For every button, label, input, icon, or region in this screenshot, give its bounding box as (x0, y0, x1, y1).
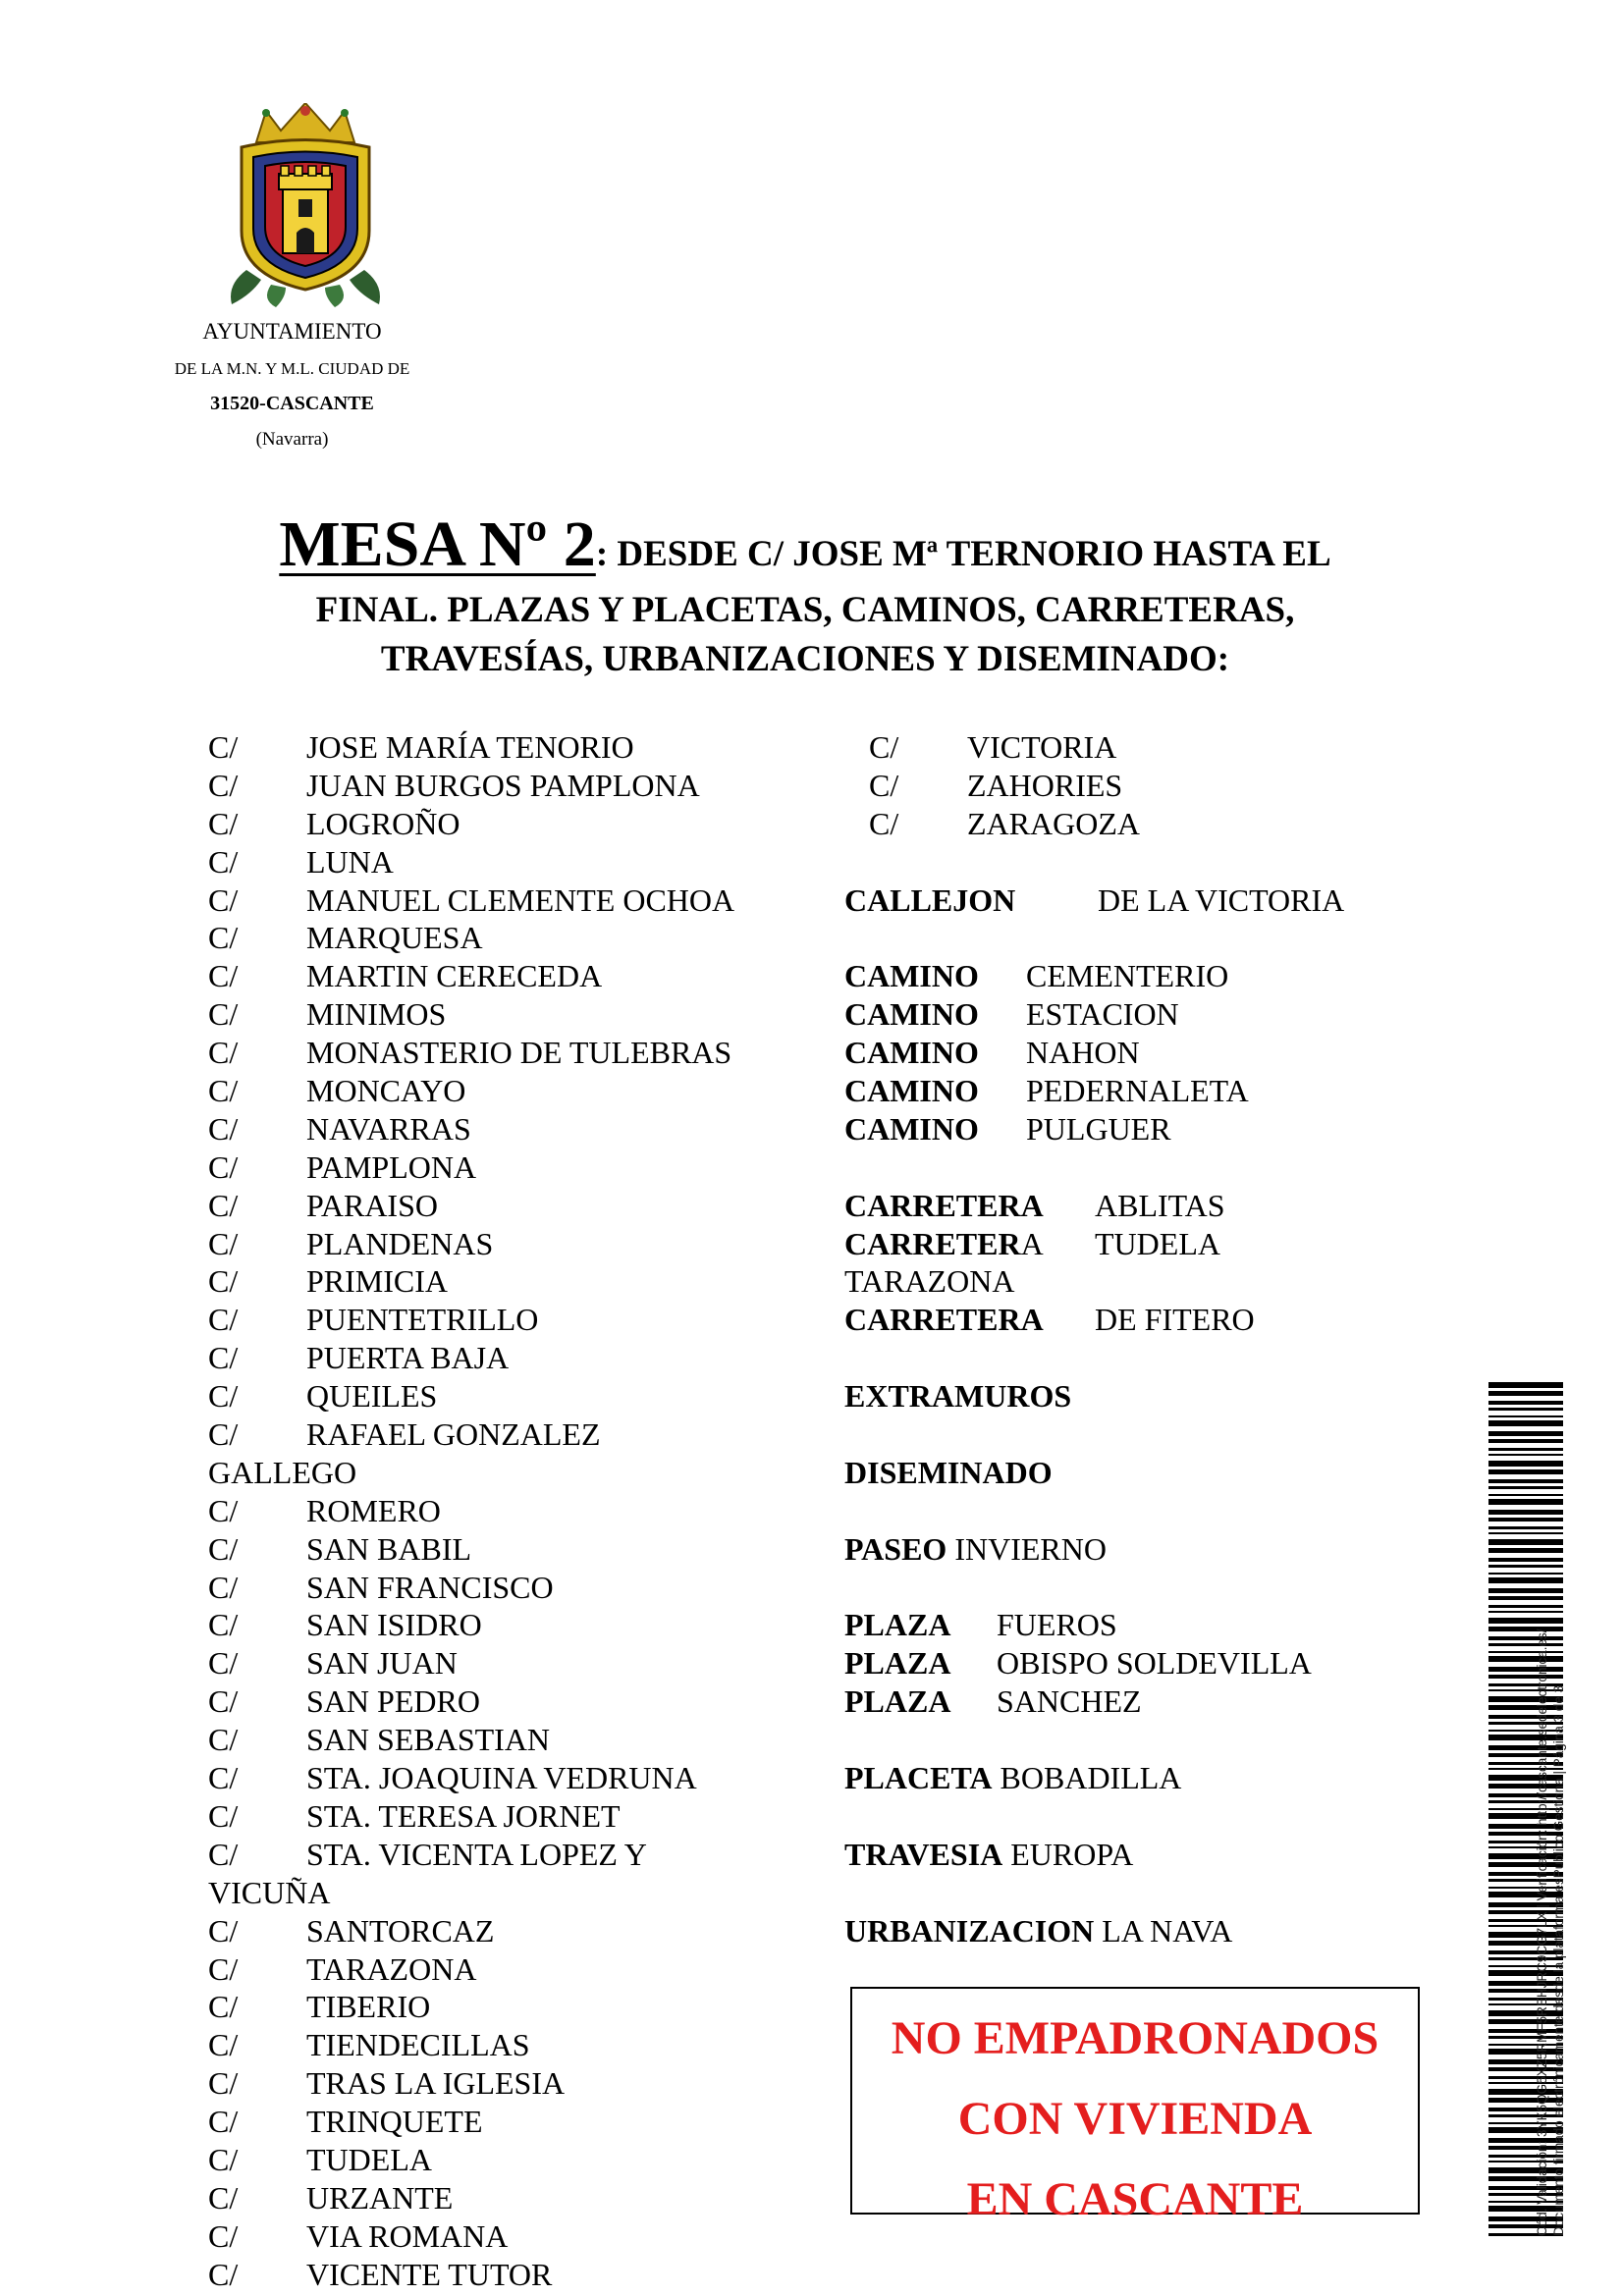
page-title (196, 508, 1414, 684)
list-item: C/ STA. VICENTA LOPEZ Y (208, 1836, 647, 1872)
list-item: CARRETERA ABLITAS (844, 1187, 1225, 1223)
list-item: C/ SAN SEBASTIAN (208, 1722, 551, 1758)
list-item: C/ MONCAYO (208, 1073, 466, 1109)
list-item: C/ NAVARRAS (208, 1110, 471, 1147)
notice-line2: CON VIVIENDA (957, 2093, 1313, 2145)
list-item: C/ TARAZONA (208, 1950, 477, 1987)
list-item: CAMINO PULGUER (844, 1110, 1171, 1147)
list-item: C/ QUEILES (208, 1378, 438, 1415)
org-postal-city: 31520-CASCANTE (210, 393, 374, 414)
list-item: C/ JOSE MARÍA TENORIO (208, 729, 634, 765)
notice-box (850, 1987, 1420, 2225)
list-item: TARAZONA (844, 1263, 1015, 1300)
list-item: C/ MINIMOS (208, 996, 447, 1033)
list-item: C/ PAMPLONA (208, 1148, 477, 1185)
list-item: C/ MARTIN CERECEDA (208, 958, 603, 994)
coat-of-arms-logo (222, 103, 389, 309)
right-street-list (844, 728, 1448, 1950)
list-item: C/ MANUEL CLEMENTE OCHOA (208, 881, 735, 918)
list-item: C/ ZARAGOZA (869, 805, 1140, 841)
list-item: C/ PUERTA BAJA (208, 1340, 510, 1376)
list-item: C/ SAN JUAN (208, 1645, 458, 1682)
list-item: CAMINO NAHON (844, 1035, 1140, 1071)
list-item: C/ TUDELA (208, 2141, 432, 2177)
list-item: C/ MARQUESA (208, 920, 483, 956)
list-item: C/ PLANDENAS (208, 1225, 494, 1261)
title-line3: TRAVESÍAS, URBANIZACIONES Y DISEMINADO: (380, 639, 1230, 679)
title-mesa: MESA Nº 2 (279, 508, 596, 580)
notice-line1: NO EMPADRONADOS (891, 2012, 1380, 2064)
list-item: C/ SAN FRANCISCO (208, 1569, 554, 1605)
left-street-list (208, 728, 817, 2294)
list-item: C/ JUAN BURGOS PAMPLONA (208, 767, 700, 803)
list-item: CAMINO CEMENTERIO (844, 958, 1229, 994)
list-item: C/ ROMERO (208, 1492, 441, 1528)
list-item: C/ STA. JOAQUINA VEDRUNA (208, 1760, 697, 1796)
list-item: C/ VIA ROMANA (208, 2217, 509, 2254)
list-item: C/ TIENDECILLAS (208, 2027, 530, 2063)
list-item: C/ VICTORIA (869, 729, 1117, 765)
list-item: VICUÑA (208, 1874, 331, 1910)
signature-note: Documento firmado electrónicamente desde la plataforma esPublico Gestiona | Página 3 de 3 (1551, 1684, 1566, 2236)
list-item: C/ ZAHORIES (869, 767, 1123, 803)
list-item: C/ LOGROÑO (208, 805, 460, 841)
title-line2: FINAL. PLAZAS Y PLACETAS, CAMINOS, CARRETERAS, (315, 590, 1295, 630)
list-item: C/ URZANTE (208, 2179, 454, 2216)
list-item: TRAVESIA EUROPA (844, 1836, 1134, 1872)
list-item: C/ TRINQUETE (208, 2104, 483, 2140)
list-item: C/ SANTORCAZ (208, 1912, 495, 1949)
list-item: C/ STA. TERESA JORNET (208, 1797, 621, 1834)
list-item: PLAZA OBISPO SOLDEVILLA (844, 1645, 1312, 1682)
org-region: (Navarra) (255, 429, 329, 450)
list-item: DISEMINADO (844, 1454, 1053, 1490)
list-item: C/ TIBERIO (208, 1989, 431, 2025)
list-item: GALLEGO (208, 1454, 357, 1490)
notice-line3: EN CASCANTE (966, 2173, 1304, 2225)
list-item: C/ SAN ISIDRO (208, 1607, 482, 1643)
list-item: PASEO INVIERNO (844, 1530, 1107, 1567)
list-item: C/ VICENTE TUTOR (208, 2256, 553, 2292)
list-item: EXTRAMUROS (844, 1378, 1072, 1415)
list-item: C/ MONASTERIO DE TULEBRAS (208, 1035, 732, 1071)
list-item: CAMINO ESTACION (844, 996, 1179, 1033)
list-item: URBANIZACION LA NAVA (844, 1912, 1233, 1949)
list-item: C/ TRAS LA IGLESIA (208, 2065, 566, 2102)
list-item: PLAZA FUEROS (844, 1607, 1117, 1643)
title-line1: : DESDE C/ JOSE Mª TERNORIO HASTA EL (595, 534, 1331, 574)
list-item: CAMINO PEDERNALETA (844, 1073, 1249, 1109)
list-item: C/ SAN BABIL (208, 1530, 472, 1567)
org-subtitle: DE LA M.N. Y M.L. CIUDAD DE (174, 359, 410, 378)
list-item: C/ RAFAEL GONZALEZ (208, 1416, 601, 1453)
validation-stamp (1534, 1490, 1567, 2236)
validation-code: Cód. Validación: 3YK5QG5XZ5RMF5REHJRC9CG7LX | Verificación: http://cascante.sedelectronica.es/ (1535, 1629, 1549, 2236)
list-item: C/ PRIMICIA (208, 1263, 449, 1300)
org-name: AYUNTAMIENTO (202, 319, 382, 344)
list-item: CARRETERA TUDELA (844, 1225, 1220, 1261)
list-item: PLAZA SANCHEZ (844, 1683, 1142, 1720)
list-item: C/ SAN PEDRO (208, 1683, 480, 1720)
list-item: CALLEJON DE LA VICTORIA (844, 881, 1345, 918)
list-item: C/ LUNA (208, 843, 394, 880)
list-item: C/ PUENTETRILLO (208, 1302, 539, 1338)
list-item: C/ PARAISO (208, 1187, 438, 1223)
list-item: CARRETERA DE FITERO (844, 1302, 1255, 1338)
list-item: PLACETA BOBADILLA (844, 1760, 1182, 1796)
